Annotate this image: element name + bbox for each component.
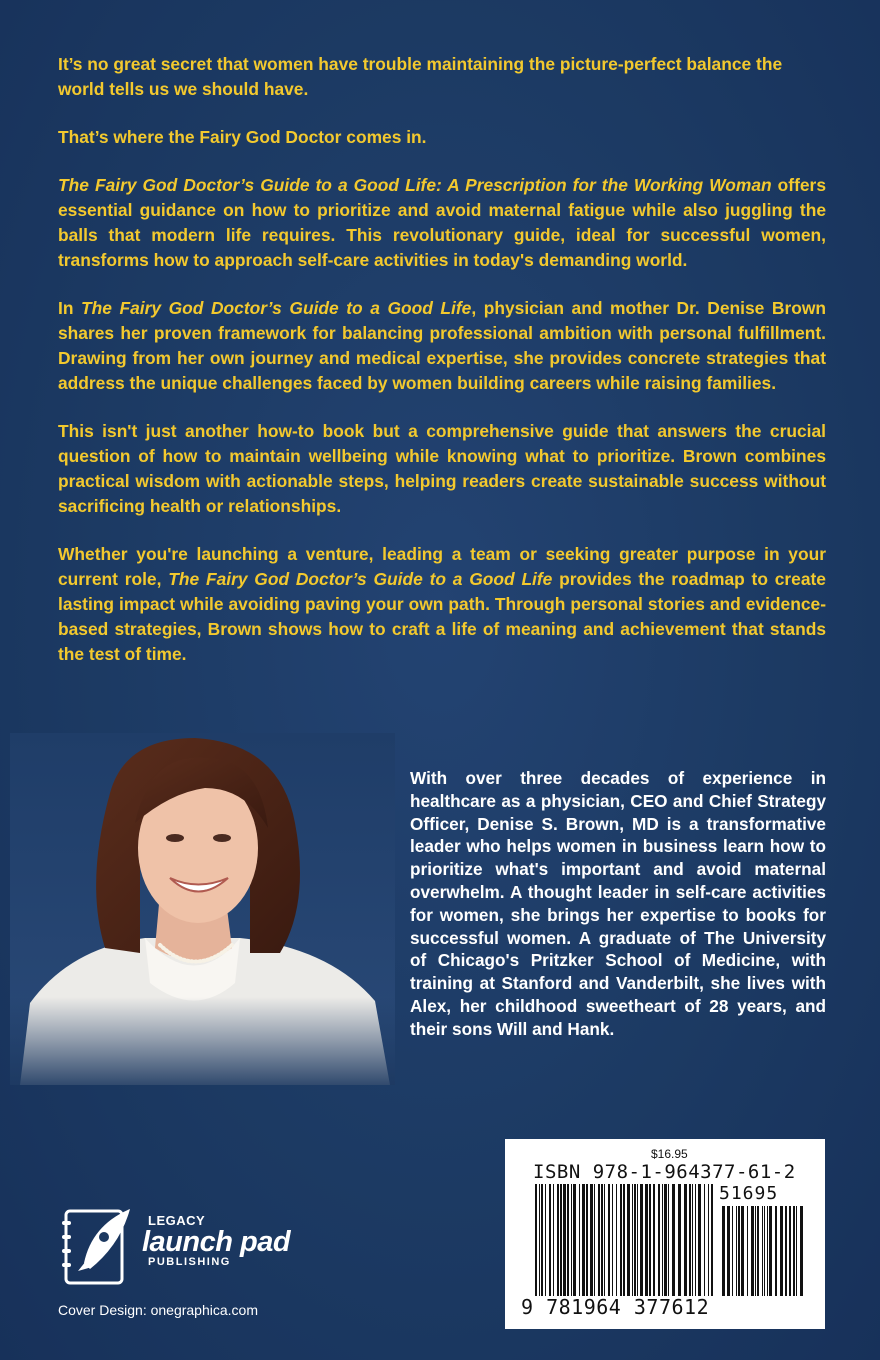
barcode-bar (755, 1206, 756, 1296)
blurb-paragraph-5: This isn't just another how-to book but a comprehensive guide that answers the crucial question of how to maintain wellbeing while knowing what to prioritize. Brown combines practical wisdom with actionable steps, helping readers create sustainable success without sacrificing health or relationships. (58, 421, 826, 516)
barcode-bar (620, 1184, 622, 1296)
barcode-bar (780, 1206, 783, 1296)
barcode-bar (695, 1184, 696, 1296)
barcode-bar (678, 1184, 681, 1296)
barcode-bar (692, 1184, 693, 1296)
barcode-bar (736, 1206, 737, 1296)
barcode-digits: 9 781964 377612 (521, 1295, 710, 1319)
barcode-bar (637, 1184, 638, 1296)
barcode-bar (747, 1206, 748, 1296)
barcode-bar (601, 1184, 603, 1296)
barcode-bar (634, 1184, 636, 1296)
barcode-bar (571, 1184, 572, 1296)
blurb-paragraph-6-text: provides the roadmap to create lasting impact while avoiding paving your own path. Through personal stories and evidence-based strategies, Brown shows how to craft a life of meaning and achievement that stands the test of time. (58, 569, 826, 664)
publisher-logo (62, 1205, 322, 1290)
barcode-bar (567, 1184, 569, 1296)
book-description (58, 52, 826, 690)
barcode-bar (549, 1184, 551, 1296)
barcode-bar (727, 1206, 730, 1296)
blurb-paragraph-4-intro: In (58, 298, 82, 318)
barcode-bar (623, 1184, 625, 1296)
blurb-paragraph-1: It’s no great secret that women have trouble maintaining the picture-perfect balance the world tells us we should have. (58, 54, 783, 99)
barcode-bar (775, 1206, 777, 1296)
barcode-bar (541, 1184, 543, 1296)
barcode-bar (738, 1206, 740, 1296)
addon-barcode-bars (720, 1206, 806, 1296)
barcode-bar (698, 1184, 701, 1296)
barcode-bar (612, 1184, 613, 1296)
barcode-bar (722, 1206, 725, 1296)
blurb-paragraph-6-intro: Whether you're launching a venture, leading a team or seeking greater purpose in your current role, (58, 544, 826, 589)
barcode-bar (764, 1206, 765, 1296)
barcode-bar (553, 1184, 554, 1296)
barcode-bar (689, 1184, 691, 1296)
barcode-bar (616, 1184, 617, 1296)
barcode-bar (662, 1184, 663, 1296)
author-bio: With over three decades of experience in healthcare as a physician, CEO and Chief Strategy Officer, Denise S. Brown, MD is a transformative leader who helps women in business learn how to prioritize what's important and avoid maternal overwhelm. A thought leader in self-care activities for women, she brings her expertise to books for successful women. A graduate of The University of Chicago's Pritzker School of Medicine, with training at Stanford and Vanderbilt, she lives with Alex, her childhood sweetheart of 28 years, and their sons Will and Hank. (410, 768, 826, 1039)
price-label: $16.95 (651, 1147, 688, 1161)
isbn-text: ISBN 978-1-964377-61-2 (533, 1161, 796, 1183)
publisher-launch-pad: launch pad (142, 1226, 291, 1258)
book-title-italic: The Fairy God Doctor’s Guide to a Good Life (81, 298, 472, 318)
barcode-bar (632, 1184, 633, 1296)
author-photo (10, 733, 395, 1085)
barcode-bar (604, 1184, 605, 1296)
isbn-barcode (505, 1139, 825, 1329)
barcode-bar (711, 1184, 713, 1296)
barcode-bar (767, 1206, 768, 1296)
barcode-bar (649, 1184, 651, 1296)
blurb-paragraph-3 (58, 173, 826, 273)
barcode-bar (560, 1184, 562, 1296)
barcode-bar (653, 1184, 655, 1296)
barcode-bar (608, 1184, 610, 1296)
barcode-bar (539, 1184, 540, 1296)
barcode-bar (535, 1184, 537, 1296)
publisher-publishing: PUBLISHING (148, 1256, 231, 1268)
barcode-bar (582, 1184, 585, 1296)
barcode-bar (704, 1184, 705, 1296)
barcode-bar (793, 1206, 795, 1296)
notebook-rocket-icon (62, 1205, 134, 1287)
blurb-paragraph-4-text: , physician and mother Dr. Denise Brown shares her proven framework for balancing professional ambition with personal fulfillment. Drawing from her own journey and medical expertise, she provides concrete strategies that address the unique challenges faced by women building careers while raising families. (58, 298, 826, 393)
book-title-italic: The Fairy God Doctor’s Guide to a Good Life (168, 569, 553, 589)
barcode-bar (664, 1184, 667, 1296)
barcode-bar (586, 1184, 588, 1296)
book-title-italic: The Fairy God Doctor’s Guide to a Good Life: A Prescription for the Working Woman (58, 175, 772, 195)
cover-design-credit: Cover Design: onegraphica.com (58, 1302, 258, 1318)
barcode-bar (627, 1184, 630, 1296)
barcode-bar (594, 1184, 595, 1296)
barcode-bar (573, 1184, 576, 1296)
blurb-paragraph-2: That’s where the Fairy God Doctor comes in. (58, 127, 427, 147)
barcode-bar (751, 1206, 754, 1296)
barcode-bar (557, 1184, 559, 1296)
barcode-bar (796, 1206, 797, 1296)
publisher-wordmark (142, 1213, 290, 1268)
barcode-bar (640, 1184, 643, 1296)
barcode-bar (684, 1184, 687, 1296)
blurb-paragraph-3-text: offers essential guidance on how to prioritize and avoid maternal fatigue while also juggling the balls that modern life requires. This revolutionary guide, ideal for successful women, transforms how to approach self-care activities in today's demanding world. (58, 175, 826, 270)
barcode-bar (762, 1206, 763, 1296)
barcode-bar (658, 1184, 660, 1296)
barcode-bar (757, 1206, 759, 1296)
barcode-bar (741, 1206, 744, 1296)
ean-barcode-bars (533, 1184, 715, 1296)
blurb-paragraph-4 (58, 296, 826, 396)
barcode-bar (645, 1184, 648, 1296)
barcode-bar (545, 1184, 546, 1296)
barcode-bar (590, 1184, 593, 1296)
publisher-legacy: LEGACY (148, 1213, 206, 1228)
barcode-bar (598, 1184, 600, 1296)
barcode-bar (789, 1206, 791, 1296)
barcode-bar (668, 1184, 669, 1296)
barcode-bar (672, 1184, 675, 1296)
barcode-bar (732, 1206, 733, 1296)
barcode-bar (579, 1184, 580, 1296)
barcode-bar (563, 1184, 566, 1296)
blurb-paragraph-6 (58, 542, 826, 667)
barcode-bar (800, 1206, 803, 1296)
barcode-bar (769, 1206, 772, 1296)
barcode-bar (708, 1184, 709, 1296)
barcode-bar (785, 1206, 787, 1296)
addon-digits: 51695 (719, 1183, 779, 1204)
